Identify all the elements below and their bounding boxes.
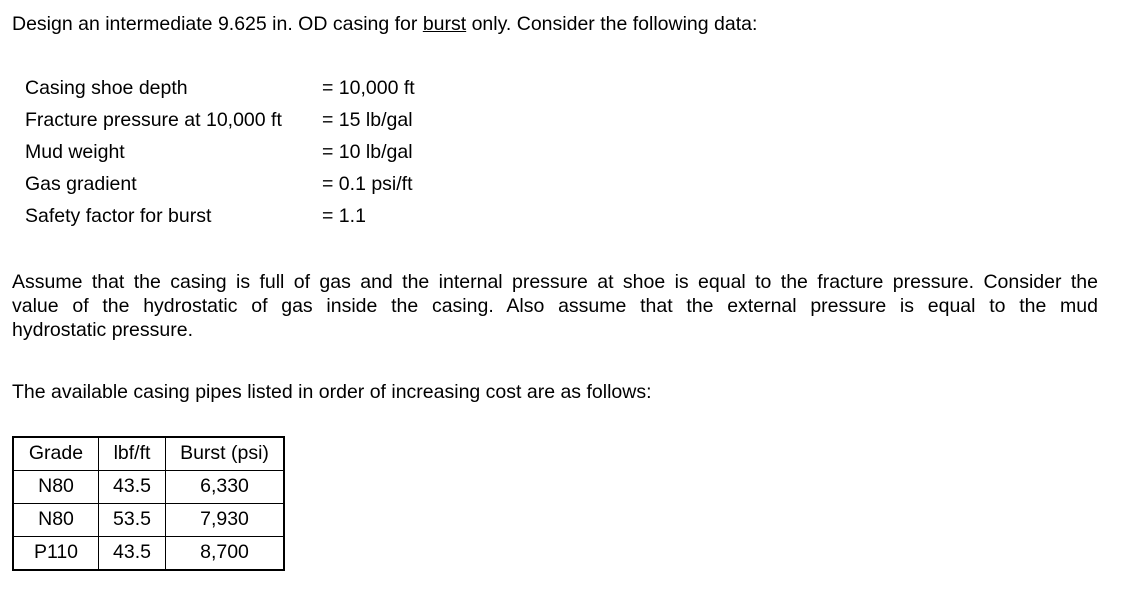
intro-text-before: Design an intermediate 9.625 in. OD casing for — [12, 13, 423, 35]
assumption-paragraph — [12, 270, 1098, 342]
data-label-gas-gradient: Gas gradient — [25, 173, 137, 195]
problem-intro — [12, 15, 757, 35]
table-row — [13, 471, 284, 504]
header-weight: lbf/ft — [99, 437, 166, 471]
data-value-fracture-pressure: = 15 lb/gal — [322, 109, 413, 131]
data-value-mud-weight: = 10 lb/gal — [322, 141, 413, 163]
table-row — [13, 537, 284, 571]
assumption-line-3: hydrostatic pressure. — [12, 319, 193, 341]
data-label-safety-factor: Safety factor for burst — [25, 205, 212, 227]
data-label-mud-weight: Mud weight — [25, 141, 125, 163]
header-grade: Grade — [13, 437, 99, 471]
cell-weight: 43.5 — [99, 537, 166, 571]
cell-grade: N80 — [13, 471, 99, 504]
available-casing-text: The available casing pipes listed in order of increasing cost are as follows: — [12, 381, 652, 403]
casing-table — [12, 436, 285, 571]
cell-burst: 7,930 — [166, 504, 285, 537]
assumption-line-2: value of the hydrostatic of gas inside the casing. Also assume that the external pressure is equal to the mud — [12, 295, 1098, 317]
cell-grade: N80 — [13, 504, 99, 537]
data-value-safety-factor: = 1.1 — [322, 205, 366, 227]
cell-grade: P110 — [13, 537, 99, 571]
data-label-shoe-depth: Casing shoe depth — [25, 77, 188, 99]
cell-burst: 6,330 — [166, 471, 285, 504]
data-value-shoe-depth: = 10,000 ft — [322, 77, 415, 99]
intro-text-after: only. Consider the following data: — [466, 13, 758, 35]
table-header-row — [13, 437, 284, 471]
table-row — [13, 504, 284, 537]
cell-burst: 8,700 — [166, 537, 285, 571]
cell-weight: 43.5 — [99, 471, 166, 504]
data-value-gas-gradient: = 0.1 psi/ft — [322, 173, 413, 195]
cell-weight: 53.5 — [99, 504, 166, 537]
assumption-line-1: Assume that the casing is full of gas and the internal pressure at shoe is equal to the fracture pressure. Consider the — [12, 271, 1098, 293]
data-label-fracture-pressure: Fracture pressure at 10,000 ft — [25, 109, 282, 131]
header-burst: Burst (psi) — [166, 437, 285, 471]
intro-underlined-word: burst — [422, 13, 467, 35]
